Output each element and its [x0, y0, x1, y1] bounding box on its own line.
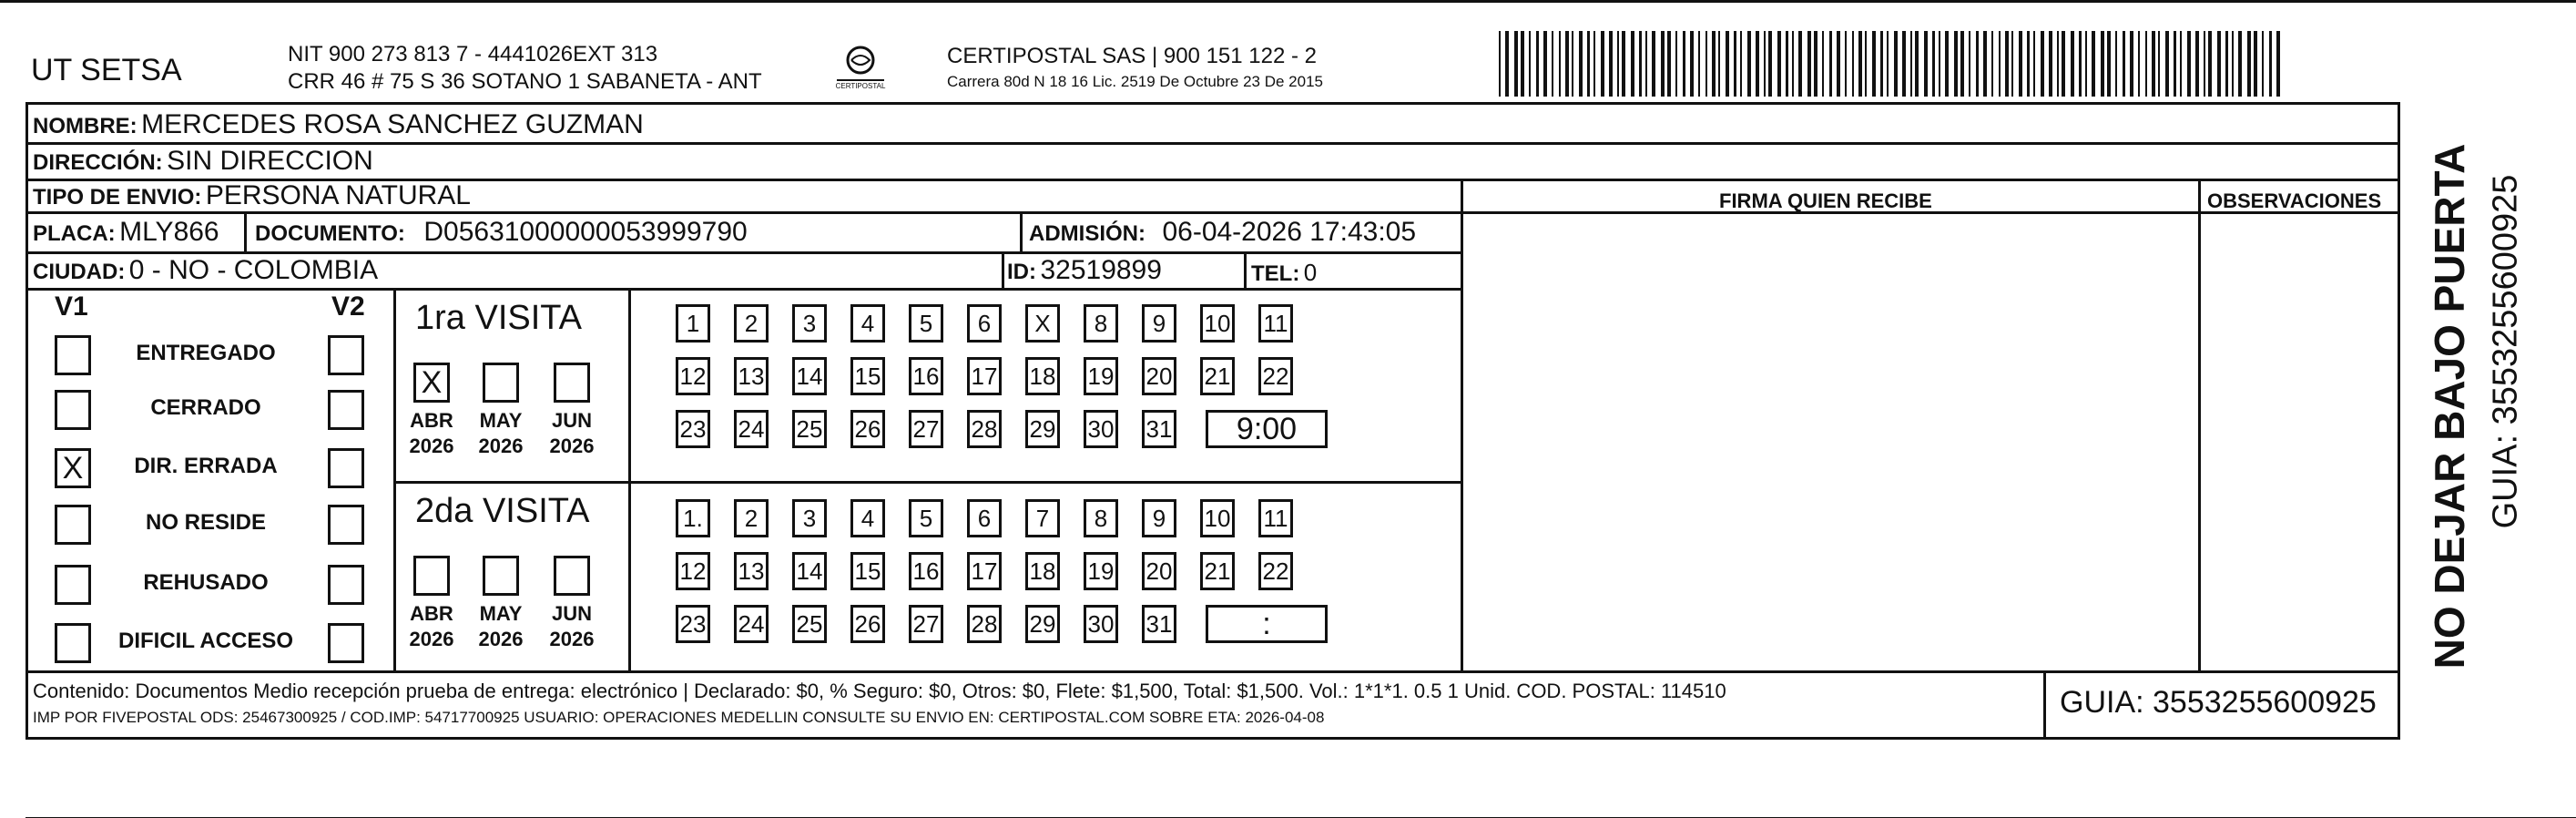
barcode-bar	[1939, 31, 1940, 97]
observaciones-label: OBSERVACIONES	[2207, 189, 2382, 212]
barcode-bar	[2092, 31, 2095, 97]
barcode-bar	[1639, 31, 1642, 97]
barcode-bar	[2217, 31, 2221, 97]
day-box: 2	[734, 499, 769, 537]
status-label: NO RESIDE	[145, 510, 267, 535]
day-box: 12	[676, 357, 710, 395]
day-box: 31	[1142, 605, 1176, 643]
day-box: X	[1025, 304, 1060, 343]
day-box: 2	[734, 304, 769, 343]
barcode-bar	[2269, 31, 2272, 97]
id-value: 32519899	[1040, 255, 1162, 285]
barcode-bar	[2254, 31, 2257, 97]
month-checkbox	[554, 556, 590, 596]
v2-checkbox	[328, 335, 364, 375]
day-box: 5	[909, 499, 943, 537]
barcode-bar	[1829, 31, 1832, 97]
day-box: 24	[734, 410, 769, 448]
barcode-bar	[1675, 31, 1677, 97]
day-box: 4	[850, 499, 885, 537]
barcode-bar	[2158, 31, 2160, 97]
barcode-bar	[1622, 31, 1625, 97]
barcode-bar	[1734, 31, 1736, 97]
barcode-bar	[1822, 31, 1824, 97]
barcode-bar	[1945, 31, 1949, 97]
day-box: 19	[1084, 552, 1118, 590]
day-box: 28	[967, 605, 1002, 643]
day-box: 14	[792, 552, 827, 590]
col-divider	[2043, 670, 2046, 740]
top-rule	[0, 0, 2576, 3]
day-box: 31	[1142, 410, 1176, 448]
day-box: 9	[1142, 304, 1176, 343]
barcode-bar	[1529, 31, 1531, 97]
barcode-bar	[1777, 31, 1781, 97]
day-box: 23	[676, 410, 710, 448]
barcode-bar	[1565, 31, 1569, 97]
documento-row	[255, 217, 748, 248]
v1-checkbox: X	[55, 448, 91, 488]
day-box: 15	[850, 552, 885, 590]
company-name: UT SETSA	[31, 53, 182, 87]
year-label: 2026	[549, 628, 595, 650]
tel-value: 0	[1303, 259, 1318, 286]
barcode-bar	[1505, 31, 1509, 97]
barcode-bar	[1579, 31, 1583, 97]
barcode-bar	[2057, 31, 2059, 97]
month-checkbox	[483, 556, 519, 596]
barcode-bar	[2262, 31, 2264, 97]
barcode-bar	[1645, 31, 1647, 97]
barcode-bar	[1858, 31, 1862, 97]
month-label: JUN	[551, 409, 592, 432]
month-label: ABR	[410, 409, 453, 432]
barcode-bar	[1559, 31, 1561, 97]
v1-checkbox	[55, 565, 91, 605]
month-checkbox	[554, 363, 590, 403]
day-box: 25	[792, 410, 827, 448]
barcode-bar	[1543, 31, 1547, 97]
day-box: 19	[1084, 357, 1118, 395]
barcode-bar	[2130, 31, 2133, 97]
barcode-bar	[1786, 31, 1788, 97]
barcode-bar	[2062, 31, 2065, 97]
day-box: 27	[909, 605, 943, 643]
barcode-bar	[1924, 31, 1928, 97]
barcode-bar	[1521, 31, 1524, 97]
barcode-bar	[2049, 31, 2052, 97]
status-label: REHUSADO	[143, 570, 269, 595]
barcode-bar	[1999, 31, 2001, 97]
placa-value: MLY866	[119, 217, 219, 247]
day-box: 26	[850, 410, 885, 448]
v1-checkbox	[55, 335, 91, 375]
v2-checkbox	[328, 390, 364, 430]
col-divider	[1002, 251, 1004, 288]
month-label: MAY	[479, 409, 523, 432]
barcode-bar	[1683, 31, 1685, 97]
certipostal-info: CERTIPOSTAL SAS | 900 151 122 - 2	[947, 44, 1317, 68]
admision-row	[1029, 217, 1416, 248]
day-box: 3	[792, 499, 827, 537]
v1-label: V1	[55, 291, 88, 322]
day-box: 20	[1142, 357, 1176, 395]
barcode-bar	[2033, 31, 2035, 97]
day-box: 28	[967, 410, 1002, 448]
barcode-bar	[2247, 31, 2251, 97]
barcode-bar	[2208, 31, 2212, 97]
col-divider	[244, 211, 247, 251]
barcode-bar	[1814, 31, 1817, 97]
tel-row	[1251, 259, 1317, 287]
barcode-bar	[2187, 31, 2191, 97]
time-box: :	[1206, 605, 1328, 643]
barcode-bar	[2101, 31, 2104, 97]
barcode-bar	[2079, 31, 2082, 97]
barcode-bar	[1514, 31, 1518, 97]
day-box: 10	[1200, 499, 1235, 537]
barcode-bar	[1991, 31, 1993, 97]
month-checkbox	[413, 556, 450, 596]
day-box: 8	[1084, 304, 1118, 343]
barcode-bar	[1617, 31, 1619, 97]
barcode-bar	[1969, 31, 1970, 97]
day-box: 23	[676, 605, 710, 643]
col-divider	[393, 288, 396, 670]
barcode-bar	[1718, 31, 1720, 97]
nombre-value: MERCEDES ROSA SANCHEZ GUZMAN	[141, 109, 644, 139]
barcode-bar	[2232, 31, 2234, 97]
barcode-bar	[1587, 31, 1590, 97]
visit2-title: 2da VISITA	[415, 492, 590, 530]
day-box: 18	[1025, 357, 1060, 395]
day-box: 18	[1025, 552, 1060, 590]
tipo-label: TIPO DE ENVIO:	[33, 185, 202, 210]
barcode-bar	[1552, 31, 1553, 97]
day-box: 15	[850, 357, 885, 395]
year-label: 2026	[549, 435, 595, 457]
documento-value: D05631000000053999790	[423, 217, 748, 247]
barcode-bar	[1960, 31, 1964, 97]
footer-guia: GUIA: 3553255600925	[2060, 685, 2377, 720]
day-box: 14	[792, 357, 827, 395]
visit-divider	[393, 481, 1462, 484]
barcode-bar	[1740, 31, 1742, 97]
barcode-bar	[2019, 31, 2022, 97]
barcode-bar	[2071, 31, 2074, 97]
barcode-bar	[1852, 31, 1854, 97]
barcode-bar	[1631, 31, 1634, 97]
day-box: 17	[967, 552, 1002, 590]
col-divider	[1020, 211, 1023, 251]
row-divider	[25, 211, 1462, 214]
status-label: ENTREGADO	[136, 341, 276, 365]
barcode-bar	[1747, 31, 1751, 97]
barcode-bar	[1764, 31, 1766, 97]
direccion-value: SIN DIRECCION	[167, 146, 373, 176]
day-box: 10	[1200, 304, 1235, 343]
barcode-bar	[1698, 31, 1700, 97]
barcode-bar	[1661, 31, 1665, 97]
side-guia: GUIA: 3553255600925	[2486, 174, 2525, 529]
certipostal-logo	[833, 40, 888, 95]
barcode-bar	[1880, 31, 1883, 97]
barcode-bar	[2174, 31, 2176, 97]
barcode-bar	[2138, 31, 2140, 97]
certipostal-license: Carrera 80d N 18 16 Lic. 2519 De Octubre 23 De 2015	[947, 73, 1323, 90]
day-box: 3	[792, 304, 827, 343]
v1-checkbox	[55, 623, 91, 663]
placa-label: PLACA:	[33, 221, 116, 246]
barcode-bar	[1768, 31, 1772, 97]
row-divider	[25, 288, 1462, 291]
month-checkbox	[483, 363, 519, 403]
year-label: 2026	[409, 435, 454, 457]
day-box: 22	[1258, 552, 1293, 590]
barcode-bar	[2152, 31, 2155, 97]
firma-label: FIRMA QUIEN RECIBE	[1719, 189, 1932, 212]
status-label: DIR. ERRADA	[134, 454, 278, 478]
barcode-bar	[1976, 31, 1979, 97]
side-warning: NO DEJAR BAJO PUERTA	[2426, 143, 2473, 670]
barcode-bar	[2204, 31, 2205, 97]
day-box: 29	[1025, 605, 1060, 643]
barcode-bar	[1983, 31, 1987, 97]
barcode-bar	[1690, 31, 1694, 97]
direccion-row	[33, 146, 373, 177]
col-divider	[2198, 179, 2201, 670]
direccion-label: DIRECCIÓN:	[33, 150, 163, 175]
barcode-bar	[1887, 31, 1889, 97]
barcode-bar	[2107, 31, 2111, 97]
barcode-bar	[2180, 31, 2182, 97]
company-address: CRR 46 # 75 S 36 SOTANO 1 SABANETA - ANT	[288, 69, 762, 94]
year-label: 2026	[478, 435, 524, 457]
day-box: 25	[792, 605, 827, 643]
v1-checkbox	[55, 505, 91, 545]
footer-print-info: IMP POR FIVEPOSTAL ODS: 25467300925 / COD.IMP: 54717700925 USUARIO: OPERACIONES MEDELLIN CONSULTE SU ENVIO EN: CERTIPOSTAL.COM SOBRE ETA: 2026-04-08	[33, 709, 1325, 726]
day-box: 11	[1258, 499, 1293, 537]
nombre-row	[33, 109, 644, 140]
nombre-label: NOMBRE:	[33, 114, 137, 138]
admision-label: ADMISIÓN:	[1029, 221, 1145, 246]
barcode-bar	[1910, 31, 1912, 97]
v2-label: V2	[331, 291, 365, 322]
barcode-bar	[1499, 31, 1501, 97]
month-label: MAY	[479, 602, 523, 625]
month-label: ABR	[410, 602, 453, 625]
tipo-value: PERSONA NATURAL	[205, 180, 471, 210]
row-divider	[25, 251, 1462, 254]
day-box: 7	[1025, 499, 1060, 537]
day-box: 21	[1200, 552, 1235, 590]
tipo-row	[33, 180, 471, 211]
status-label: CERRADO	[150, 395, 261, 420]
col-divider	[1244, 251, 1247, 288]
documento-label: DOCUMENTO:	[255, 221, 405, 246]
v1-checkbox	[55, 390, 91, 430]
barcode-bar	[1894, 31, 1898, 97]
barcode-bar	[1792, 31, 1794, 97]
day-box: 9	[1142, 499, 1176, 537]
barcode-bar	[1609, 31, 1613, 97]
day-box: 16	[909, 357, 943, 395]
barcode-bar	[1902, 31, 1906, 97]
day-box: 27	[909, 410, 943, 448]
day-box: 24	[734, 605, 769, 643]
year-label: 2026	[409, 628, 454, 650]
day-box: 16	[909, 552, 943, 590]
barcode-bar	[1845, 31, 1847, 97]
barcode-bar	[1712, 31, 1716, 97]
day-box: 1	[676, 304, 710, 343]
company-nit: NIT 900 273 813 7 - 4441026EXT 313	[288, 42, 658, 66]
day-box: 20	[1142, 552, 1176, 590]
day-box: 5	[909, 304, 943, 343]
col-divider	[1461, 179, 1463, 670]
month-label: JUN	[551, 602, 592, 625]
day-box: 26	[850, 605, 885, 643]
col-divider	[628, 288, 631, 670]
footer-content: Contenido: Documentos Medio recepción prueba de entrega: electrónico | Declarado: $0, % Seguro: $0, Otros: $0, Flete: $1,500, Total: $1,500. Vol.: 1*1*1. 0.5 1 Unid. COD. POSTAL: 114510	[33, 680, 1726, 702]
barcode-bar	[1865, 31, 1867, 97]
barcode-bar	[1572, 31, 1573, 97]
barcode-bar	[1798, 31, 1802, 97]
barcode-bar	[2115, 31, 2117, 97]
barcode-bar	[1756, 31, 1759, 97]
year-label: 2026	[478, 628, 524, 650]
day-box: 22	[1258, 357, 1293, 395]
day-box: 21	[1200, 357, 1235, 395]
v2-checkbox	[328, 448, 364, 488]
barcode-bar	[1915, 31, 1919, 97]
barcode-bar	[2123, 31, 2125, 97]
barcode-bar	[1932, 31, 1935, 97]
logo-text: CERTIPOSTAL	[835, 82, 886, 90]
barcode-bar	[2145, 31, 2147, 97]
day-box: 1.	[676, 499, 710, 537]
barcode-bar	[1667, 31, 1671, 97]
barcode-bar	[2005, 31, 2009, 97]
day-box: 6	[967, 499, 1002, 537]
admision-value: 06-04-2026 17:43:05	[1162, 217, 1417, 247]
barcode-bar	[2011, 31, 2013, 97]
barcode-bar	[1593, 31, 1595, 97]
barcode-bar	[1954, 31, 1958, 97]
barcode-bar	[1601, 31, 1604, 97]
placa-row	[33, 217, 219, 248]
day-box: 12	[676, 552, 710, 590]
v2-checkbox	[328, 623, 364, 663]
barcode-bar	[2085, 31, 2087, 97]
day-box: 11	[1258, 304, 1293, 343]
barcode-bar	[1807, 31, 1811, 97]
barcode-bar	[2225, 31, 2228, 97]
ciudad-label: CIUDAD:	[33, 260, 126, 284]
barcode-bar	[1726, 31, 1729, 97]
visit1-title: 1ra VISITA	[415, 299, 583, 337]
day-box: 6	[967, 304, 1002, 343]
status-label: DIFICIL ACCESO	[117, 629, 293, 653]
barcode-bar	[2276, 31, 2280, 97]
barcode-bar	[1872, 31, 1876, 97]
day-box: 8	[1084, 499, 1118, 537]
day-box: 17	[967, 357, 1002, 395]
barcode-bar	[1536, 31, 1539, 97]
v2-checkbox	[328, 565, 364, 605]
barcode-bar	[1837, 31, 1840, 97]
barcode-bar	[2165, 31, 2169, 97]
row-divider	[25, 142, 2400, 145]
barcode-bar	[1652, 31, 1655, 97]
time-box: 9:00	[1206, 410, 1328, 448]
tel-label: TEL:	[1251, 261, 1300, 286]
month-checkbox: X	[413, 363, 450, 403]
day-box: 13	[734, 357, 769, 395]
barcode-bar	[2238, 31, 2242, 97]
day-box: 4	[850, 304, 885, 343]
barcode-bar	[1705, 31, 1707, 97]
ciudad-value: 0 - NO - COLOMBIA	[128, 255, 379, 285]
barcode-bar	[2027, 31, 2030, 97]
v2-checkbox	[328, 505, 364, 545]
barcode	[1499, 31, 2282, 97]
day-box: 13	[734, 552, 769, 590]
day-box: 30	[1084, 410, 1118, 448]
barcode-bar	[2195, 31, 2199, 97]
id-label: ID:	[1007, 260, 1036, 284]
day-box: 29	[1025, 410, 1060, 448]
id-row	[1007, 255, 1162, 286]
ciudad-row	[33, 255, 378, 286]
day-box: 30	[1084, 605, 1118, 643]
barcode-bar	[2041, 31, 2044, 97]
